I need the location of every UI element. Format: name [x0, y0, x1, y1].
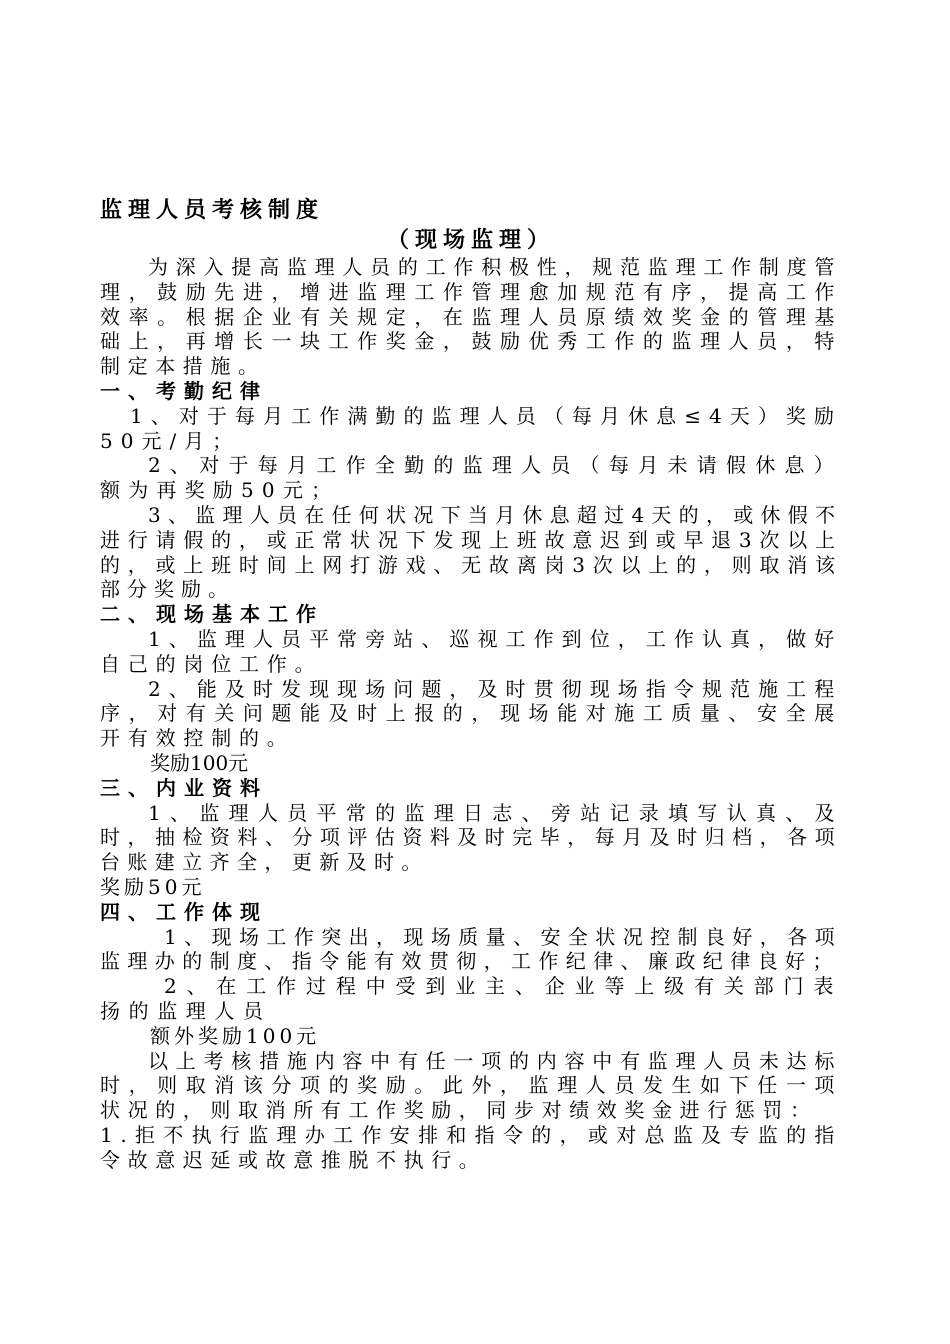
- section-heading-records: 三、内业资料: [100, 775, 268, 800]
- performance-item-2: 2、在工作过程中受到业主、企业等上级有关部门表扬的监理人员: [100, 974, 842, 1023]
- section-heading-performance: 四、工作体现: [100, 899, 268, 924]
- field-work-award: 奖励100元: [150, 750, 249, 775]
- intro-paragraph: 为深入提高监理人员的工作积极性，规范监理工作制度管理，鼓励先进，增进监理工作管理愈加规范有序，提高工作效率。根据企业有关规定，在监理人员原绩效奖金的管理基础上，再增长一块工作奖金，鼓励优秀工作的监理人员，特制定本措施。: [100, 255, 842, 379]
- document-page: [100, 195, 842, 1172]
- section-heading-attendance: 一、考勤纪律: [100, 378, 268, 403]
- attendance-item-3: 3、监理人员在任何状况下当月休息超过4天的，或休假不进行请假的，或正常状况下发现上班故意迟到或早退3次以上的，或上班时间上网打游戏、无故离岗3次以上的，则取消该部分奖励。: [100, 502, 842, 602]
- document-subtitle: （现场监理）: [386, 227, 555, 253]
- section-heading-field-work: 二、现场基本工作: [100, 602, 324, 627]
- attendance-item-2: 2、对于每月工作全勤的监理人员（每月未请假休息）额为再奖励50元；: [100, 453, 842, 503]
- field-work-item-2: 2、能及时发现现场问题，及时贯彻现场指令规范施工程序，对有关问题能及时上报的，现场能对施工质量、安全展开有效控制的。: [100, 676, 842, 751]
- performance-item-1: 1、现场工作突出，现场质量、安全状况控制良好，各项监理办的制度、指令能有效贯彻，工作纪律、廉政纪律良好；: [100, 924, 842, 974]
- penalty-item-1: 1.拒不执行监理办工作安排和指令的，或对总监及专监的指令故意迟延或故意推脱不执行。: [100, 1122, 842, 1172]
- field-work-item-1: 1、监理人员平常旁站、巡视工作到位，工作认真，做好自己的岗位工作。: [100, 626, 842, 676]
- records-award: 奖励50元: [100, 874, 206, 899]
- attendance-item-1: 1、对于每月工作满勤的监理人员（每月休息≤4天）奖励50元/月；: [100, 403, 842, 453]
- performance-award: 额外奖励100元: [150, 1023, 321, 1048]
- records-item-1: 1、监理人员平常的监理日志、旁站记录填写认真、及时，抽检资料、分项评估资料及时完毕，每月及时归档，各项台账建立齐全，更新及时。: [100, 800, 842, 875]
- document-title: 监理人员考核制度: [100, 197, 325, 223]
- closing-paragraph: 以上考核措施内容中有任一项的内容中有监理人员未达标时，则取消该分项的奖励。此外，监理人员发生如下任一项状况的，则取消所有工作奖励，同步对绩效奖金进行惩罚：: [100, 1048, 842, 1123]
